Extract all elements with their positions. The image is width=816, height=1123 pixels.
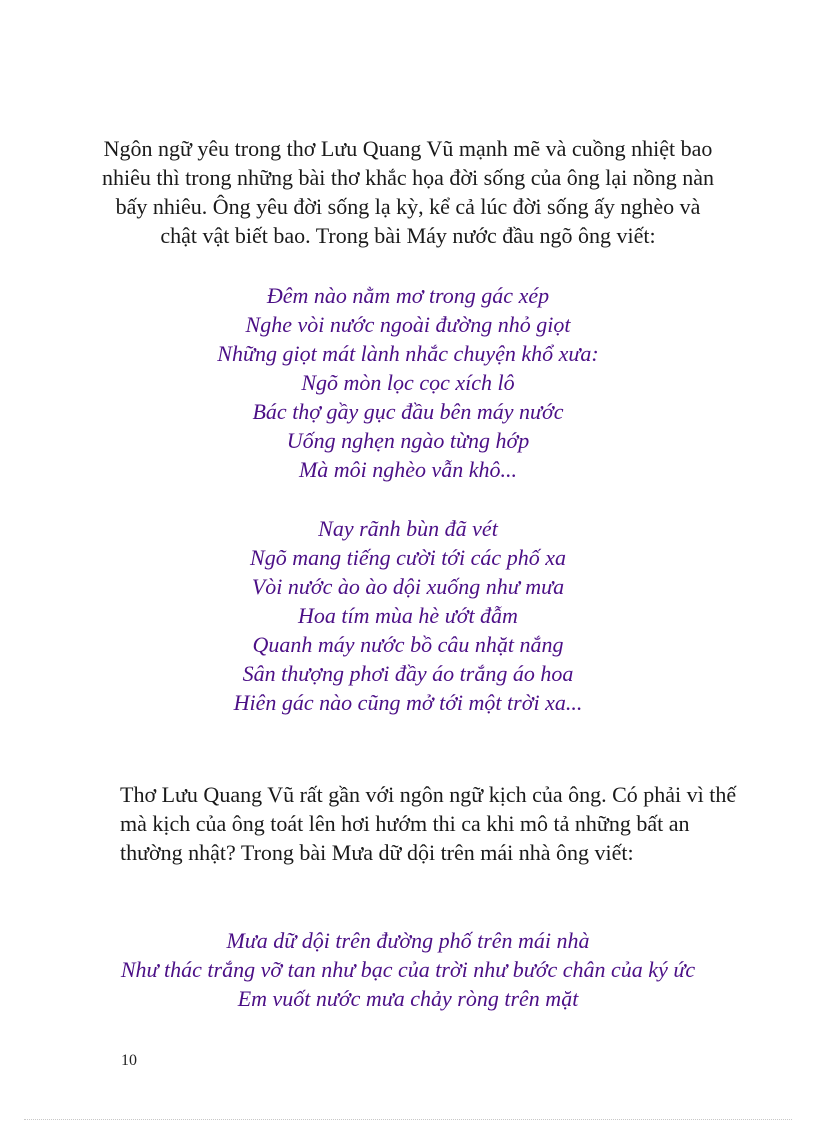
poem-stanza-3 (0, 926, 816, 1013)
poem-line: Như thác trắng vỡ tan như bạc của trời như bước chân của ký ức (120, 957, 696, 982)
poem-line: Hoa tím mùa hè ướt đẫm (298, 603, 518, 628)
poem-line: Em vuốt nước mưa chảy ròng trên mặt (237, 986, 579, 1011)
poem-line: Hiên gác nào cũng mở tới một trời xa... (233, 690, 583, 715)
poem-line: Mưa dữ dội trên đường phố trên mái nhà (226, 928, 590, 953)
poem-line: Nghe vòi nước ngoài đường nhỏ giọt (245, 312, 571, 337)
page-bottom-divider (24, 1119, 792, 1120)
poem-line: Bác thợ gầy gục đầu bên máy nước (252, 399, 564, 424)
poem-line: Vòi nước ào ào dội xuống như mưa (251, 574, 565, 599)
poem-line: Mà môi nghèo vẫn khô... (298, 457, 518, 482)
poem-line: Ngõ mòn lọc cọc xích lô (301, 370, 515, 395)
poem-line: Sân thượng phơi đầy áo trắng áo hoa (242, 661, 574, 686)
poem-line: Ngõ mang tiếng cười tới các phố xa (250, 545, 566, 570)
poem-line: Quanh máy nước bồ câu nhặt nắng (252, 632, 564, 657)
poem-stanza-2 (0, 514, 816, 717)
poem-line: Những giọt mát lành nhắc chuyện khổ xưa: (217, 341, 599, 366)
intro-paragraph: Ngôn ngữ yêu trong thơ Lưu Quang Vũ mạnh mẽ và cuồng nhiệt bao nhiêu thì trong những bài thơ khắc họa đời sống của ông lại nồng nàn bấy nhiêu. Ông yêu đời sống lạ kỳ, kể cả lúc đời sống ấy nghèo và chật vật biết bao. Trong bài Máy nước đầu ngõ ông viết: (102, 136, 714, 248)
poem-stanza-1 (0, 281, 816, 484)
page-number: 10 (121, 1052, 137, 1069)
second-paragraph: Thơ Lưu Quang Vũ rất gần với ngôn ngữ kịch của ông. Có phải vì thế mà kịch của ông toát lên hơi hướm thi ca khi mô tả những bất an thường nhật? Trong bài Mưa dữ dội trên mái nhà ông viết: (120, 782, 737, 865)
poem-line: Nay rãnh bùn đã vét (318, 516, 498, 541)
poem-line: Đêm nào nằm mơ trong gác xép (266, 283, 550, 308)
poem-line: Uống nghẹn ngào từng hớp (286, 428, 530, 453)
